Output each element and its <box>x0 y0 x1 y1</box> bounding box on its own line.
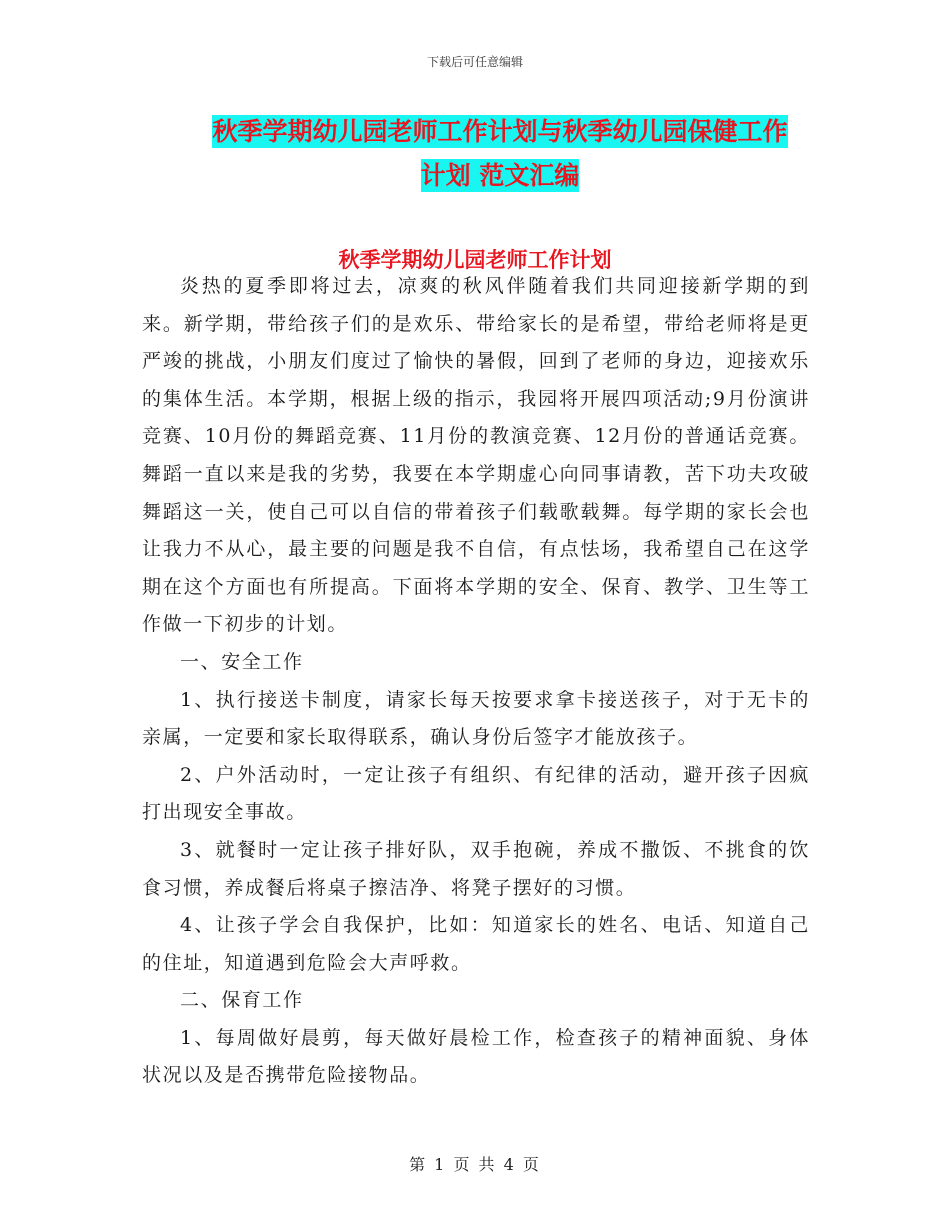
paragraph-safety-4: 4、让孩子学会自我保护，比如：知道家长的姓名、电话、知道自己的住址，知道遇到危险会大声呼救。 <box>142 914 810 974</box>
paragraph-intro: 炎热的夏季即将过去，凉爽的秋风伴随着我们共同迎接新学期的到来。新学期，带给孩子们的是欢乐、带给家长的是希望，带给老师将是更严竣的挑战，小朋友们度过了愉快的暑假，回到了老师的身边，迎接欢乐的集体生活。本学期，根据上级的指示，我园将开展四项活动;9月份演讲竞赛、10月份的舞蹈竞赛、11月份的教演竞赛、12月份的普通话竞赛。舞蹈一直以来是我的劣势，我要在本学期虚心向同事请教，苦下功夫攻破舞蹈这一关，使自己可以自信的带着孩子们载歌载舞。每学期的家长会也让我力不从心，最主要的问题是我不自信，有点怯场，我希望自己在这学期在这个方面也有所提高。下面将本学期的安全、保育、教学、卫生等工作做一下初步的计划。 <box>142 275 810 636</box>
heading-care: 二、保育工作 <box>180 989 304 1012</box>
page-header-note: 下载后可任意编辑 <box>426 55 523 69</box>
title-line-1: 秋季学期幼儿园老师工作计划与秋季幼儿园保健工作 <box>212 117 788 146</box>
section-title: 秋季学期幼儿园老师工作计划 <box>338 247 612 272</box>
paragraph-safety-3: 3、就餐时一定让孩子排好队，双手抱碗，养成不撒饭、不挑食的饮食习惯，养成餐后将桌子擦洁净、将凳子摆好的习惯。 <box>142 838 810 899</box>
paragraph-care-1: 1、每周做好晨剪，每天做好晨检工作，检查孩子的精神面貌、身体状况以及是否携带危险接物品。 <box>142 1026 810 1087</box>
page-footer-number: 第 1 页 共 4 页 <box>409 1155 541 1174</box>
heading-safety: 一、安全工作 <box>180 650 304 673</box>
document-body <box>142 268 810 1095</box>
paragraph-safety-2: 2、户外活动时，一定让孩子有组织、有纪律的活动，避开孩子因疯打出现安全事故。 <box>142 763 810 824</box>
paragraph-safety-1: 1、执行接送卡制度，请家长每天按要求拿卡接送孩子，对于无卡的亲属，一定要和家长取得联系，确认身份后签字才能放孩子。 <box>142 688 810 749</box>
title-line-2: 计划 范文汇编 <box>420 161 580 190</box>
document-title <box>140 110 860 198</box>
